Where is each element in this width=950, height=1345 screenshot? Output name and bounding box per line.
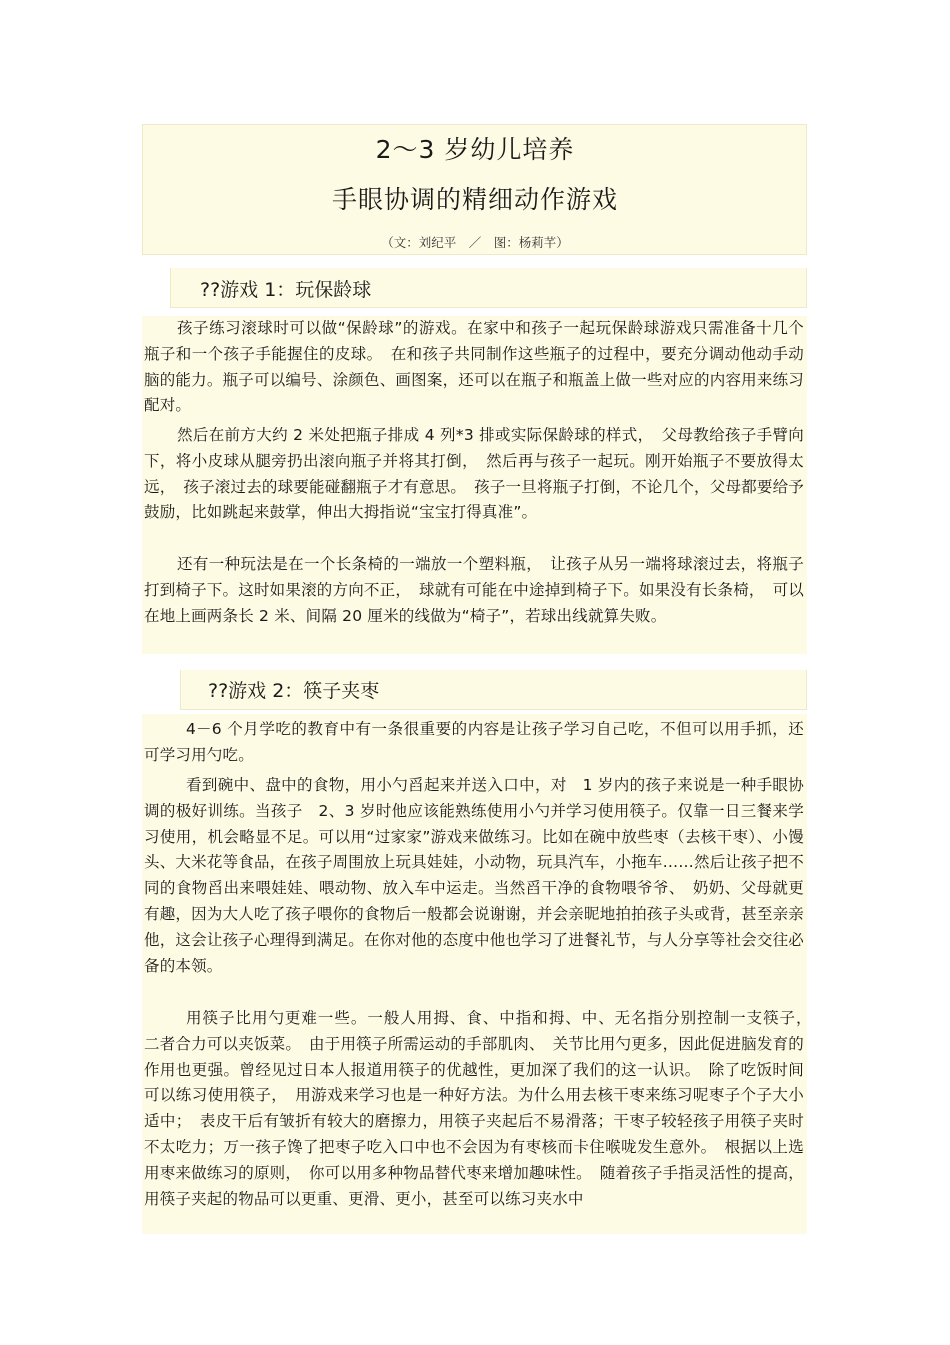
game1-paragraph-3: 还有一种玩法是在一个长条椅的一端放一个塑料瓶， 让孩子从另一端将球滚过去，将瓶子打到椅子下。这时如果滚的方向不正， 球就有可能在中途掉到椅子下。如果没有长条椅， 可以在地上画两条长 2 米、间隔 20 厘米的线做为“椅子”，若球出线就算失败。 xyxy=(144,555,804,625)
game1-paragraph-2: 然后在前方大约 2 米处把瓶子排成 4 列*3 排或实际保龄球的样式， 父母教给孩子手臂向下，将小皮球从腿旁扔出滚向瓶子并将其打倒， 然后再与孩子一起玩。刚开始瓶子不要放得太远， 孩子滚过去的球要能碰翻瓶子才有意思。 孩子一旦将瓶子打倒，不论几个，父母都要给予鼓励，比如跳起来鼓掌，伸出大拇指说“宝宝打得真准”。 xyxy=(144,426,804,522)
game2-paragraph-2: 看到碗中、盘中的食物，用小勺舀起来并送入口中，对 1 岁内的孩子来说是一种手眼协调的极好训练。当孩子 2、3 岁时他应该能熟练使用小勺并学习使用筷子。仅靠一日三餐来学习使用，机会略显不足。可以用“过家家”游戏来做练习。比如在碗中放些枣（去核干枣）、小馒头、大米花等食品，在孩子周围放上玩具娃娃，小动物，玩具汽车，小拖车……然后让孩子把不同的食物舀出来喂娃娃、喂动物、放入车中运走。当然舀干净的食物喂爷爷、 奶奶、父母就更有趣，因为大人吃了孩子喂你的食物后一般都会说谢谢，并会亲昵地拍拍孩子头或背，甚至亲亲他，这会让孩子心理得到满足。在你对他的态度中他也学习了进餐礼节，与人分享等社会交往必备的本领。 xyxy=(144,776,804,975)
game2-heading: ??游戏 2：筷子夹枣 xyxy=(208,680,380,702)
document-title-line2: 手眼协调的精细动作游戏 xyxy=(331,185,618,214)
game2-paragraph-3: 用筷子比用勺更难一些。一般人用拇、食、中指和拇、中、无名指分别控制一支筷子， 二者合力可以夹饭菜。 由于用筷子所需运动的手部肌肉、 关节比用勺更多，因此促进脑发育的作用也更强。曾经见过日本人报道用筷子的优越性，更加深了我们的这一认识。 除了吃饭时间可以练习使用筷子， 用游戏来学习也是一种好方法。为什么用去核干枣来练习呢枣子个子大小适中； 表皮干后有皱折有较大的磨擦力，用筷子夹起后不易滑落；干枣子较轻孩子用筷子夹时不太吃力；万一孩子馋了把枣子吃入口中也不会因为有枣核而卡住喉咙发生意外。 根据以上选用枣来做练习的原则， 你可以用多种物品替代枣来增加趣味性。 随着孩子手指灵活性的提高，用筷子夹起的物品可以更重、更滑、更小，甚至可以练习夹水中 xyxy=(144,1009,820,1208)
document-title-line1: 2～3 岁幼儿培养 xyxy=(375,135,575,164)
game2-paragraph-1: 4－6 个月学吃的教育中有一条很重要的内容是让孩子学习自己吃，不但可以用手抓，还可学习用勺吃。 xyxy=(144,720,804,764)
game1-paragraph-1: 孩子练习滚球时可以做“保龄球”的游戏。在家中和孩子一起玩保龄球游戏只需准备十几个瓶子和一个孩子手能握住的皮球。 在和孩子共同制作这些瓶子的过程中，要充分调动他动手动脑的能力。瓶子可以编号、涂颜色、画图案，还可以在瓶子和瓶盖上做一些对应的内容用来练习配对。 xyxy=(144,319,804,415)
game1-heading: ??游戏 1：玩保龄球 xyxy=(200,279,372,301)
author-credit: （文：刘纪平 ／ 图：杨莉芊） xyxy=(381,235,569,250)
